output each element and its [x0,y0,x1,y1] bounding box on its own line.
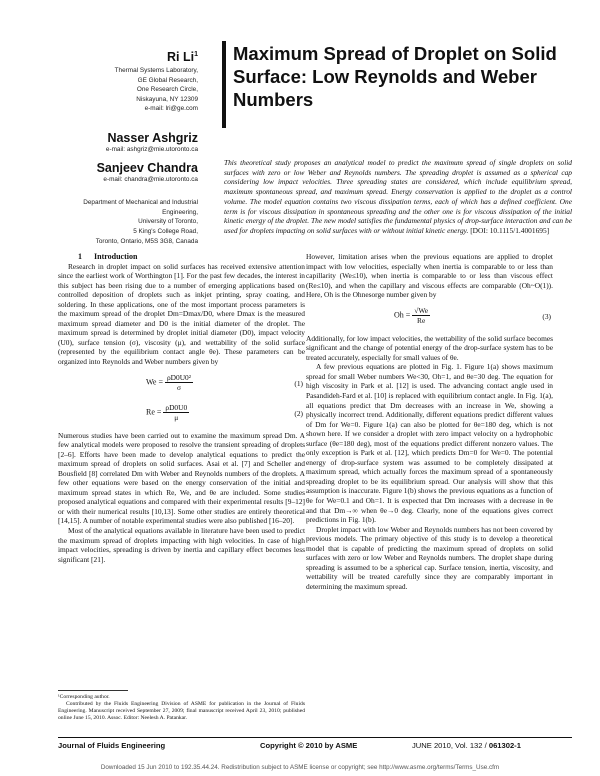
paragraph: Droplet impact with low Weber and Reynolds numbers has not been covered by previous models. The primary objective of this study is to develop a theoretical model that is capable of predicting the maximum spread of droplets on solid surfaces with zero or low Weber and Reynolds numbers. The droplet shape during spreading is assumed to be a spherical cap. Surface tension, inertia, viscosity, and wettability will be treated carefully since they are comparably important in determining the maximum spread. [306,524,553,591]
equation-3: Oh = $\frac{√We}{Re}$ (3) [394,305,551,325]
shared-affiliation: Department of Mechanical and Industrial Engineering, University of Toronto, 5 King's College Road, Toronto, Ontario, M5S 3G8, Canada [83,199,198,245]
download-note[interactable]: Downloaded 15 Jun 2010 to 192.35.44.24. Redistribution subject to ASME license or copyright; see http://www.asme.org/terms/Terms_Use.cfm [100,764,500,771]
issue-info: JUNE 2010, Vol. 132 / 061302-1 [412,741,521,750]
body-column-right [306,252,553,592]
paragraph: Numerous studies have been carried out to examine the maximum spread Dm. A few analytical models were proposed to resolve the transient spreading of droplets [2–6]. Efforts have been made to develop analytical equations to predict the maximum spread of droplets on solid surfaces. Asai et al. [7] and Scheller and Bousfield [8] correlated Dm with Weber and Reynolds numbers of the droplets. A few other equations were based on the energy conservation of the initial and maximum spread states in which Re, We, and θe are included. Some studies proposed analytical equations and compared with their experimental results [9–12] or with their numerical results [10,13]. Some other studies are entirely theoretical [14,15]. A number of notable experimental studies were also published [16–20]. [58,430,305,526]
journal-name: Journal of Fluids Engineering [58,741,166,750]
author-name-3: Sanjeev Chandra [96,160,198,175]
author-name-2: Nasser Ashgriz [107,130,198,145]
footnotes [58,694,305,722]
abstract-text: This theoretical study proposes an analytical model to predict the maximum spread of single droplets on solid surfaces with zero or low Weber and Reynolds numbers. The spreading droplet is assumed as a spherical cap considering low impact velocities. Three spreading states are considered, which include equilibrium spread, maximum spontaneous spread, and maximum spread. Energy conservation is applied to the droplet as a control volume. The model equation contains two viscous dissipation terms, each of which has a defined coefficient. One term is for viscous dissipation in spontaneous spreading and the other one is for viscous dissipation of the initial kinetic energy of the droplet. The new model satisfies the fundamental physics of drop-surface interaction and can be used for droplets impacting on solid surfaces with or without initial kinetic energy. [224,158,572,235]
abstract [224,158,572,236]
footnote: ¹Corresponding author. [58,694,110,700]
author-email-2[interactable]: e-mail: ashgriz@mie.utoronto.ca [105,145,198,153]
author-affiliation-1: Thermal Systems Laboratory, GE Global Research, One Research Circle, Niskayuna, NY 12309 e-mail: lri@ge.com [40,66,198,114]
footnote-rule [58,690,128,691]
paragraph: Additionally, for low impact velocities, the wettability of the solid surface becomes significant and the change of potential energy of the drop-surface system has to be treated accurately, especially for small values of θe. [306,333,553,362]
body-column-left [58,252,305,564]
equation-2: Re = $\frac{\rho D0U0}{\mu}$ (2) [146,402,303,422]
paragraph: Most of the analytical equations available in literature have been used to predict the maximum spread of droplets impacting with high velocities. In case of high impact velocities, spreading is driven by inertia and capillary effect becomes less significant [21]. [58,526,305,564]
copyright: Copyright © 2010 by ASME [260,741,358,750]
paragraph: However, limitation arises when the previous equations are applied to droplet impact with low velocities, especially when inertia is comparable to or less than capillarity (We≤10), when inertia is comparable to or less than viscous effect (Re≤10), and when the capillary and viscous effects are comparable (Oh~O(1)). Here, Oh is the Ohnesorge number given by [306,252,553,300]
author-block [40,50,198,246]
paragraph: Research in droplet impact on solid surfaces has received extensive attention since the earliest work of Worthington [1]. For the past few decades, the interest in this subject has been rising due to a number of emerging applications based on controlled deposition of droplets such as inkjet printing, spray coating, and soldering. In these applications, one of the most important process parameters is the maximum spread of the droplet Dm=Dmax/D0, where Dmax is the measured maximum spread diameter and D0 is the initial diameter of the droplet. The maximum spread is determined by droplet initial diameter (D0), impact velocity (U0), surface tension (σ), viscosity (μ), and wettability of the solid surface (represented by the equilibrium contact angle θe). These parameters can be organized into Reynolds and Weber numbers given by [58,261,305,367]
doi-link[interactable]: [DOI: 10.1115/1.4001695] [470,225,550,235]
author-name-1: Ri Li$^1$ [167,50,198,64]
footnote: Contributed by the Fluids Engineering Division of ASME for publication in the Journal of Fluids Engineering. Manuscript received September 27, 2009; final manuscript received April 23, 2010; published online June 15, 2010. Assoc. Editor: Neelesh A. Patankar. [58,701,305,722]
paragraph: A few previous equations are plotted in Fig. 1. Figure 1(a) shows maximum spread for small Weber numbers We<30, Oh=1, and θe=30 deg. The equation for high viscosity in Park et al. [12] is used. The advancing contact angle used in Pasandideh-Fard et al. [10] is replaced with equilibrium contact angle. In Fig. 1(a), all equations predict that Dm decreases with an increase in We, showing a physically incorrect trend. Additionally, different equations predict different values of Dm for We=0. Figure 1(a) can also be plotted for θe=180 deg, which is not shown here. If we consider a droplet with zero impact velocity on a hydrophobic surface (θe=180 deg), most of the equations predict different nonzero values. The only exception is Park et al. [12], which predicts Dm=0 for We=0. The potential energy of drop-surface system was assumed to be completely dissipated at maximum spread, which actually forces the maximum spread of a spontaneously spreading droplet to be its equilibrium spread. Our analysis will show that this assumption is inaccurate. Figure 1(b) shows the previous equations as a function of θe for We=0.1 and Oh=1. It is expected that Dm increases with a decrease in θe and that Dm→∞ when θe→0 deg. Clearly, none of the equations gives correct predictions in Fig. 1(b). [306,362,553,525]
author-email-3[interactable]: e-mail: chandra@mie.utoronto.ca [103,175,198,183]
paper-title: Maximum Spread of Droplet on Solid Surface: Low Reynolds and Weber Numbers [233,43,557,110]
equation-1: We = $\frac{\text{ρD0U0²}}{\sigma}$ (1) [146,372,303,392]
page-number: 061302-1 [488,741,521,750]
section-heading: 1 Introduction [78,252,138,261]
title-accent-bar [222,41,226,128]
footer-rule [58,737,572,738]
author-email-1[interactable]: e-mail: lri@ge.com [144,105,198,113]
